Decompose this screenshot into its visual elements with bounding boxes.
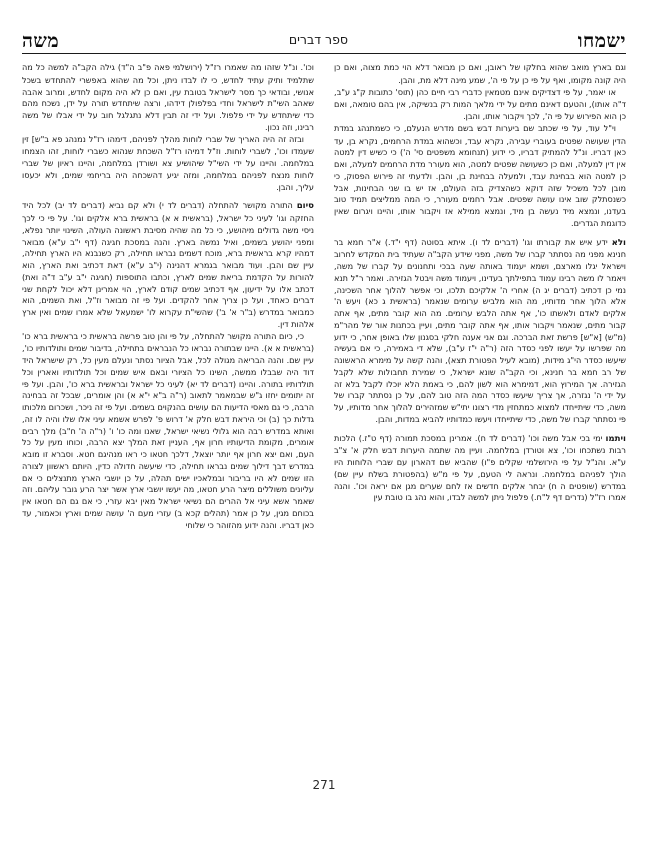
paragraph-text: ובזה זה היה האריך של שברי לוחות מהלך לפניהם, דימהו רז"ל נמנהג פא ב"ש] זין שעמדו וכו', לשברי לוחות. וז"ל דמיהו רז"ל השכחת שנהוא כשברי לוחות, זהו הצמחו במלחמה. והיינו על ידי השי"ל שיהושיע צא ושורדן במלחמה, והיינו ראיון של שברי לוחות מנצח לפניהם במלחמה, ומזה יגיע דהשכחה היה בריחמי שמים, ולא יכעסו עליך, והבן.	[22, 133, 314, 192]
running-head	[22, 26, 626, 56]
paragraph-text: התורה מקושר להתחלה (דברים לד י) ולא קם נביא (דברים לד יב) לכל היד החזקה וגו' לעיני כל ישראל, (בראשית א א) בראשית ברא אלקים וגו'. על פי כי לכך ניסי משה גדולים מיהושע, כי כל מה שהיה מסיבת ראשונה העולה, השינוי יותר נפלא, ומפני יהושע בשמים, ואיל נמשה בארץ. והנה במסכת חגיגה (דף י"ב ע"א) מבואר דמהיו קרא בראשית ברא, מוכח דשמים נבראו תחילה, רק כשנבנא היו הארץ תחילה, עיין שם והבן. ועוד מבואר בגמרא דהנינה (י"ב ע"א) דאת דכתיב ואת הארץ, הוא להורות על הקדמת בריאת שמים לארץ, וכתבו התוספות (חגיגה י"ב ע"ב ד"ה ואת) דכתב אלו על ידיעון, אף דכתיב שמים קודם לארץ, הוי אמרינן דלא יכול לקחת שני דברים כאחד, ועל כן צריך אחר להקדים. ועל פי זה מבואר וז"ל, ואת השמים, הוא כמבואר במדרש (ב"ר א' ב') שהשי"ת עקרוא לו' ישמעאל שלא אמרו שמים ואין ארץ אלהות דין.	[22, 200, 314, 329]
running-head-right-title: ישמחו	[577, 30, 626, 52]
paragraph	[334, 123, 626, 230]
paragraph-text: ידע איש את קבורתו וגו' (דברים לד ו). איתא בסוטה (דף י"ד.) א"ר חמא בר חנינא מפני מה נסתתר קברו של משה, מפני שידע הקב"ה שעתיד בית המקדש לחרוב וישראל יגלו מארצם, ושמא יעמוד באותה שעה בבכי ותחנונים על קברו של משה, ויאמר לו משה רבינו עמוד בתפילתך בעדינו, ויעמוד משה ויבטל הגזירה. ואמר ר"ל תנא נמי כן דכתיב (דברים יג ה) אחרי ה' אלקיכם תלכו, וכי אפשר להלוך אחר השכינה, אלא הלוך אחר מדותיו, מה הוא מלביש ערומים שנאמר (בראשית ג כא) ויעש ה' אלקים לאדם ולאשתו כו', אף אתה הלבש ערומים. מה הוא קובר מתים, אף אתה קבור מתים, שנאמר ויקבור אותו, אף אתה קובר מתים, ועיין בכתנות אור של מהר"מ (מ"ש) [א"ש] פרשת זאת הברכה. וגם אני אענה חלקי בסגנון שלו באופן אחר, כי ידוע מה שפרשו על יעשו לפני כסדר הזה (ר"ה י"ז ע"ב), שלא די באמירה, כי אם בעשיה שיעשו כסדר הי"ג מידות, (מובא לעיל הפטורת תצא), והנה קשה על מימרא הראשונה של רב חמא בר חנינא, וכי הקב"ה שונא ישראל, כי שמירת תחבולות שלא לקבל הגזירה. אך המירוץ הוא, דמימרא הוא לשון להם, כי באמת הלא יוכלו לקבל בלא זה על ידי ה' נגזרה, אך צריך שיעשו כסדר המה הזה טוב להם, על כן נסתתר קברו של משה, כדי שיתייחדו למצוא כמתחזין מדי רצונו יתי"ש שמזהירים להלוך אחר מדותיו, על פי נסתתר קברו של משה, כדי שיתייחדו ויעשו כמדותיו להביא במדות, והבן.	[334, 236, 626, 424]
paragraph	[334, 237, 626, 426]
column-left	[22, 62, 314, 762]
paragraph-lemma: ויתמו	[605, 433, 626, 444]
paragraph-lemma: סיום	[296, 201, 314, 212]
paragraph	[22, 62, 314, 134]
paragraph	[22, 200, 314, 330]
paragraph-text: ימי בכי אבל משה וכו' (דברים לד ח). אמרינן במסכת תמורה (דף ט"ז.) הלכות רבות נשתכחו וכו', צא וטורדן במלחמה. ועיין מה שתמה היערות דבש חלק א' צ"ב ע"א. והנ"ל על פי הירושלמי שקלים פ"ו) שהביא שם דהארון עם שברי הלוחות היו הולך לפניהם במלחמה. ונראה לי הטעם, על פי מ"ש (בהפטורת בשלח עיין שם) במדרש (שופטים ה ח) יבחר אלקים חדשים אז לחם שערים מגן אם יראה וכו'. והנה אמרו רז"ל (נדרים דף ל"ח.) פלפול ניתן למשה לבדו, והוא נהג בו טובת עין	[334, 432, 626, 503]
paragraph-text: כי, כיום התורה מקושר להתחלה, על פי והן טוב פרשה בראשית כי בראשית ברא כו' (בראשית א א). היינו שבתורה נבראו כל הנבראים בתחילה, בדיבור שמים ותולדותיו כו', עיין שם. והנה הבריאה מגולה לכל, אבל הציור נסתר ונעלם מעין כל, רק שישראל היד דוד היה שבבלו ממשה, השינו כל הציורי ובאם איש שמים וכל תולדותיו ואארין וכל תולדותיו בתורה. והיינו (דברים לד יא) לעיני כל ישראל ובראשית ברא כו', והבן. ועל פי זה יתומים יחזו ג"ש שבמאמר לתאוב (ר"ה ב"א י"א א) והן אומרים, שבכל זה בבחינה הרבה, כי גם מאסי הדיעות הם עושים בהנקוים בשמים. ועל פי זה ניכר, ושכרום מלכותו גדלות כך (ב) וכי היראת דבש חלק א' דרוש פ' לפרש אשמא עיני אלו שלו והיה לו זה, ואותא במדרש רבה הוא גלולי נשיאי ישראל, שאנו ומה כו' ו' (ר"ה ה' ח"ב) מלך רבים אומרים, מקומת הדיעותיו חרון אף, העניין זאת המלך יצא הרבה, וכוחו מעין על כל העם, ואם יצא חרון אף יותר יוצאל, דלכך חטאו כי ראו מנהיגם חטא. וסברא זו מובא במדרש דבך דילוך שמים נבראו תחילה, כדי שיעשה חדולה כדין, היותם ראשוון לצורה הזו שמים לא היו בריבור ובמלאכיו ישים תהלה, על כן יושבי הארץ מתנצלים כי אם עליונים משוללים מיצר הרע חטאו, מה יעשו יושבי ארץ אשר יצר הרע גובר עליהם. וזה שאמר אשא עיני אל ההרים הם נשיאי ישראל מאין יבא עזרי, כי אם גם הם חטאו אין בכוחם מגין, על כן אמר (תהלים קכא ב) עזרי מעם ה' עושה שמים וארץ וכאמור, עד כאן דבריו. והנה ידוע מהזוהר כי שלוחי	[22, 330, 314, 530]
paragraph	[334, 62, 626, 87]
paragraph	[334, 433, 626, 505]
paragraph-text: או יאמר, על פי דצדיקים אינם מטמאין כדברי רבי חיים כהן (תוס' כתובות ק"ג ע"ב, ד"ה אותו), והטעם דאינם מתים על ידי מלאך המות רק בנשיקה, אין בהם טומאה, ואם כן הוא הפירוש על פי ה', לכך ויקבור אותו, והבן.	[334, 86, 626, 121]
paragraph-text: וי"ל עוד, על פי שכתב שם ביערות דבש בשם מדרש הנעלם, כי כשמתנהג במדת הדין שעושה שפטים בעוברי עבירה, נקרא עבד, וכשהוא במדת הרחמים, נקרא בן, עד כאן דבריו. ונ"ל להמתיק דבריו, כי ידוע (תנחומא משפטים סי' ה') כי כשיש דין למטה אין דין למעלה, ואם כן כשעושה שפטים למטה, הוא מעורר מדת הרחמים למעלה, ואם כן למטה הוא בבחינת עבד, ולמעלה בבחינת בן, והבן. ולדעתי זה פירוש הפסוק, כי מובן לכל משכיל שזה דוקא כשהצדיק בזה העולם, אז יש בו שני הבחינות, אבל כשנסתלק שוב אינו עושה שפטים. אבל רחמים מעורר, כי המה ממליצים תמיד טוב בעדנו, ונמצא מיד נעשה בן מיד, ונמצא ממילא אז ויקבור אותו, והיינו ויגרום שאין כדוגמת הגדרים.	[334, 122, 626, 228]
running-head-left-title: משה	[22, 30, 60, 52]
page-number: 271	[312, 778, 336, 792]
paragraph	[22, 134, 314, 194]
column-right	[334, 62, 626, 762]
running-head-book-title: ספר דברים	[288, 32, 348, 47]
paragraph	[22, 331, 314, 532]
running-head-rule	[22, 53, 626, 54]
running-head-row	[22, 26, 626, 52]
paragraph	[334, 87, 626, 123]
paragraph-text: וכו'. ונ"ל שזהו מה שאמרו רז"ל (ירושלמי פאה פ"ב ה"ד) גילה הקב"ה למשה כל מה שתלמיד ותיק עתיד לחדש, כי לו לבדו ניתן, וכל מה שהוא באפשרי להתחדש בשכל אנושי, ובודאי כך מסר לישראל בטובת עין, ואם כן לא היה מקום לחדש, ומרוב אהבה שאהב השי"ת לישראל וחדי בפלפולן דידהו, ורצה שיתחדש תורה על ידן, נשכח מהם כדי שיתחדש על ידי פלפול. ועל ידי זה תבין דלא נתגלגל חוב על ידי אבלו של משה רבינו, וזה נכון.	[22, 62, 314, 132]
text-columns	[22, 62, 626, 762]
paragraph-lemma: ולא	[611, 237, 626, 248]
paragraph-text: וגם בארץ מואב שהוא בחלקו של ראובן, ואם כן מבואר דלא הוי כמת מצוה, ואם כן היה קונה מקומו, ואף על פי כן על פי ה', שמע מינה דלא מת, והבן.	[334, 62, 626, 85]
